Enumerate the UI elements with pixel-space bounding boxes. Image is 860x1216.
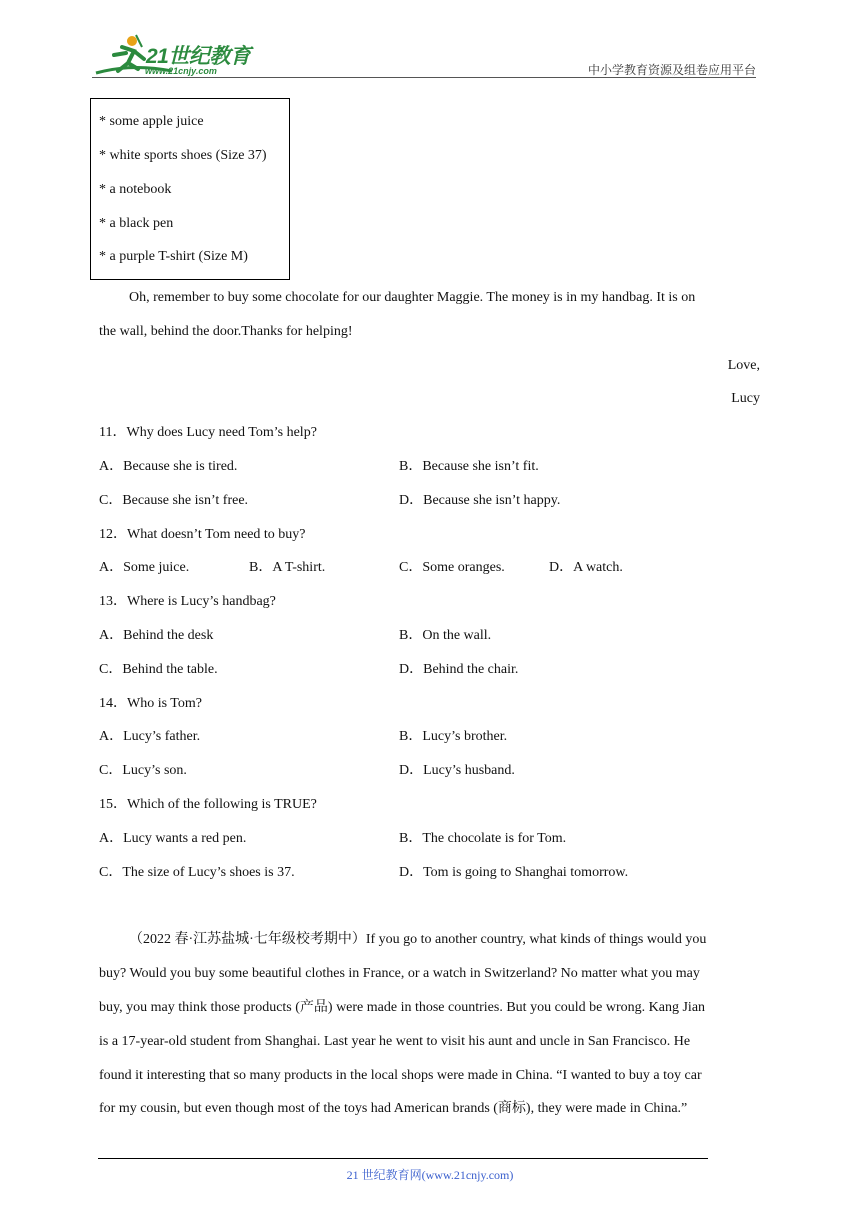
option: B．Because she isn’t fit. <box>399 459 539 474</box>
option: A．Some juice. <box>99 560 190 575</box>
list-item: * a notebook <box>99 182 172 197</box>
option: D．Tom is going to Shanghai tomorrow. <box>399 865 629 880</box>
option: A．Lucy’s father. <box>99 729 201 744</box>
passage-line: is a 17-year-old student from Shanghai. Last year he went to visit his aunt and uncle in San Francisco. He <box>99 1034 691 1049</box>
passage-line: buy? Would you buy some beautiful clothes in France, or a watch in Switzerland? No matter what you may <box>99 966 700 981</box>
letter-closing: Love, <box>727 358 760 373</box>
option: D．Behind the chair. <box>399 662 519 677</box>
option: A．Because she is tired. <box>99 459 238 474</box>
option: B．The chocolate is for Tom. <box>399 831 567 846</box>
footer-divider <box>98 1158 708 1159</box>
passage-line: found it interesting that so many products in the local shops were made in China. “I wanted to buy a toy car <box>99 1068 702 1083</box>
option: C．Some oranges. <box>399 560 505 575</box>
passage-line: buy, you may think those products (产品) were made in those countries. But you could be wrong. Kang Jian <box>99 1000 706 1015</box>
option: A．Lucy wants a red pen. <box>99 831 247 846</box>
option: C．The size of Lucy’s shoes is 37. <box>99 865 295 880</box>
option: D．A watch. <box>549 560 623 575</box>
passage-line: for my cousin, but even though most of the toys had American brands (商标), they were made in China.” <box>99 1101 688 1116</box>
list-item: * a black pen <box>99 216 174 231</box>
option: C．Behind the table. <box>99 662 218 677</box>
option: C．Lucy’s son. <box>99 763 187 778</box>
question-14: 14．Who is Tom? <box>99 696 202 711</box>
option: B．Lucy’s brother. <box>399 729 508 744</box>
letter-line: the wall, behind the door.Thanks for helping! <box>99 324 353 339</box>
question-15: 15．Which of the following is TRUE? <box>99 797 317 812</box>
option: B．A T-shirt. <box>249 560 326 575</box>
option: A．Behind the desk <box>99 628 214 643</box>
list-item: * white sports shoes (Size 37) <box>99 148 267 163</box>
list-item: * some apple juice <box>99 114 204 129</box>
question-13: 13．Where is Lucy’s handbag? <box>99 594 276 609</box>
header-divider <box>92 77 756 78</box>
option: D．Because she isn’t happy. <box>399 493 561 508</box>
logo-url: www.21cnjy.com <box>145 66 217 76</box>
option: C．Because she isn’t free. <box>99 493 249 508</box>
letter-line: Oh, remember to buy some chocolate for our daughter Maggie. The money is in my handbag. It is on <box>129 290 696 305</box>
logo-text: 21世纪教育 <box>146 45 251 68</box>
question-11: 11．Why does Lucy need Tom’s help? <box>99 425 317 440</box>
question-12: 12．What doesn’t Tom need to buy? <box>99 527 306 542</box>
footer-text: 21 世纪教育网(www.21cnjy.com) <box>346 1168 514 1182</box>
platform-name: 中小学教育资源及组卷应用平台 <box>587 63 756 77</box>
list-item: * a purple T-shirt (Size M) <box>99 249 248 264</box>
letter-signature: Lucy <box>731 391 760 406</box>
option: B．On the wall. <box>399 628 492 643</box>
passage-line: （2022 春·江苏盐城·七年级校考期中）If you go to another country, what kinds of things would you <box>129 932 707 947</box>
option: D．Lucy’s husband. <box>399 763 515 778</box>
